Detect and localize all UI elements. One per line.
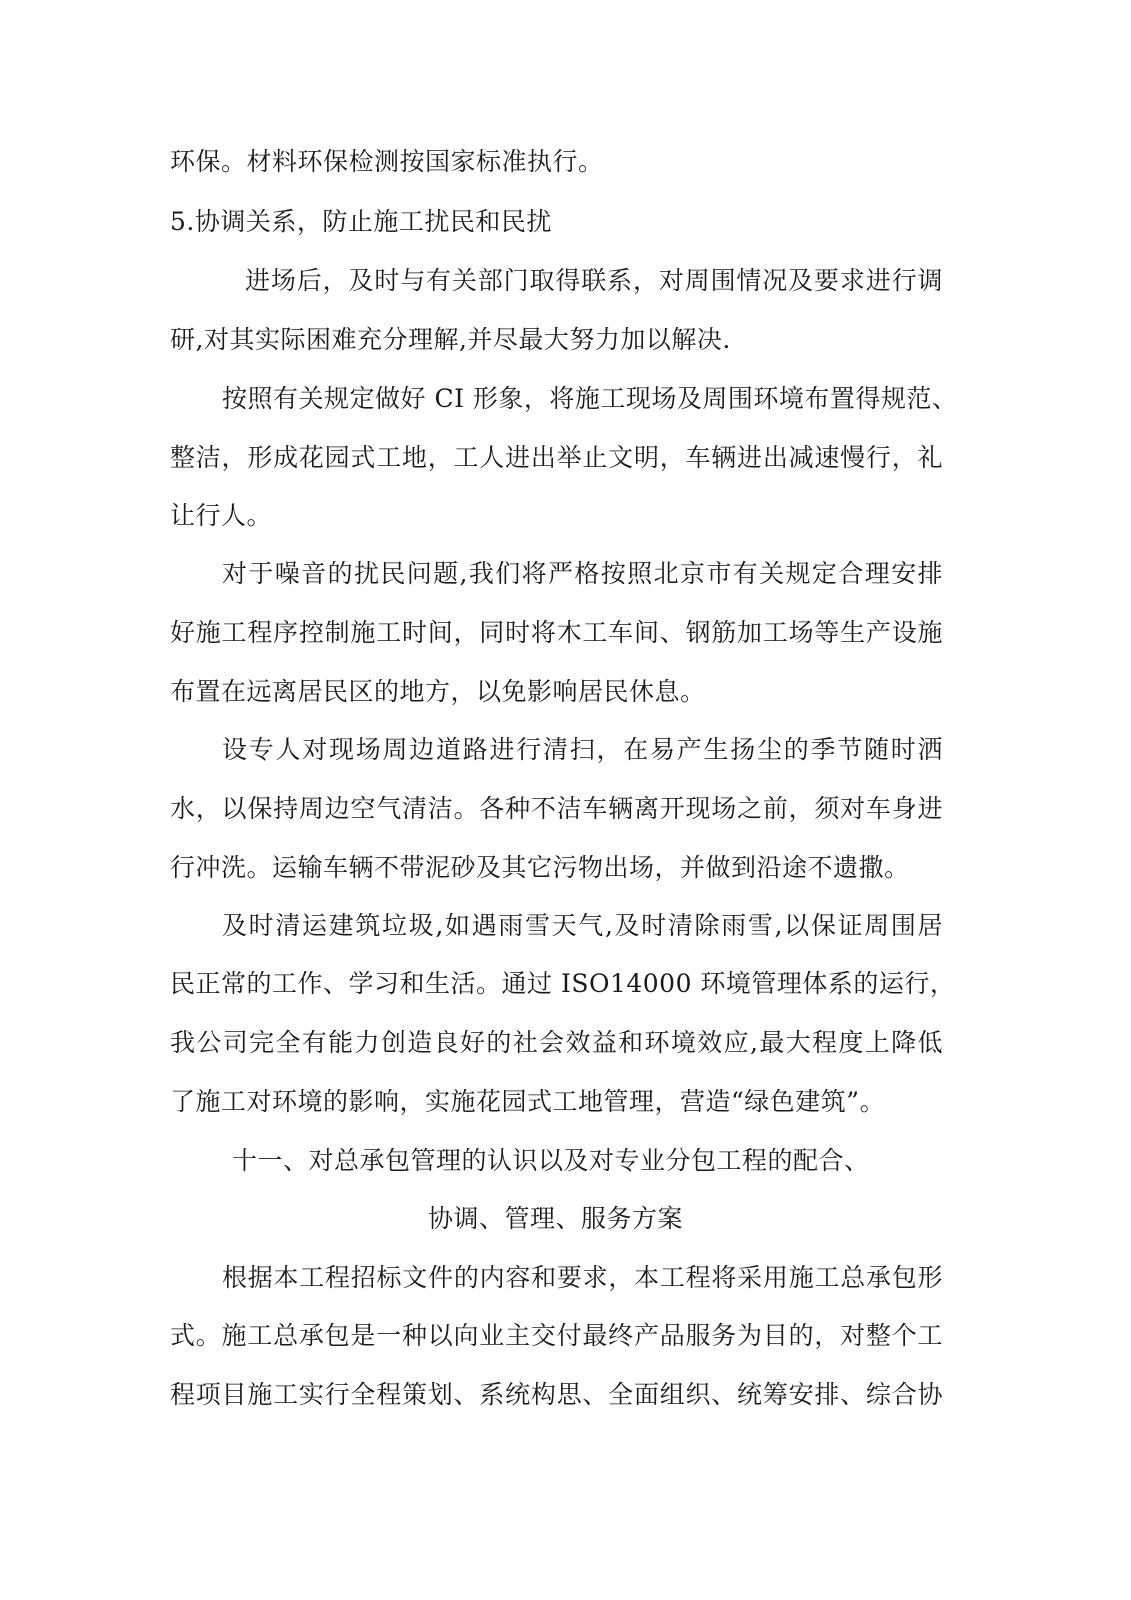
- text-line: 整洁，形成花园式工地，工人进出举止文明，车辆进出减速慢行，礼: [170, 443, 943, 472]
- text-line: 我公司完全有能力创造良好的社会效益和环境效应,最大程度上降低: [170, 1028, 943, 1057]
- text-line: 对于噪音的扰民问题,我们将严格按照北京市有关规定合理安排: [222, 559, 943, 588]
- chapter-heading-line-1: 十一、对总承包管理的认识以及对专业分包工程的配合、: [232, 1146, 870, 1175]
- text-line: 式。施工总承包是一种以向业主交付最终产品服务为目的，对整个工: [170, 1321, 943, 1350]
- text-line: 根据本工程招标文件的内容和要求，本工程将采用施工总承包形: [222, 1263, 943, 1292]
- text-line: 及时清运建筑垃圾,如遇雨雪天气,及时清除雨雪,以保证周围居: [222, 911, 943, 940]
- text-line: 设专人对现场周边道路进行清扫，在易产生扬尘的季节随时洒: [222, 735, 943, 764]
- text-line: 按照有关规定做好 CI 形象，将施工现场及周围环境布置得规范、: [222, 384, 958, 413]
- text-line: 环保。材料环保检测按国家标准执行。: [170, 147, 604, 176]
- text-line: 了施工对环境的影响，实施花园式工地管理，营造“绿色建筑”。: [170, 1087, 886, 1116]
- text-line: 研,对其实际困难充分理解,并尽最大努力加以解决.: [170, 325, 731, 354]
- chapter-heading-line-2: 协调、管理、服务方案: [428, 1204, 684, 1233]
- text-line: 程项目施工实行全程策划、系统构思、全面组织、统筹安排、综合协: [170, 1380, 943, 1409]
- text-line: 民正常的工作、学习和生活。通过 ISO14000 环境管理体系的运行，: [170, 969, 956, 998]
- text-line: 好施工程序控制施工时间，同时将木工车间、钢筋加工场等生产设施: [170, 618, 943, 647]
- text-line: 布置在远离居民区的地方，以免影响居民休息。: [170, 677, 706, 706]
- text-line: 行冲洗。运输车辆不带泥砂及其它污物出场，并做到沿途不遗撒。: [170, 853, 910, 882]
- text-line: 让行人。: [170, 501, 273, 530]
- text-line: 水，以保持周边空气清洁。各种不洁车辆离开现场之前，须对车身进: [170, 794, 943, 823]
- text-line: 进场后，及时与有关部门取得联系，对周围情况及要求进行调: [245, 266, 943, 295]
- section-heading: 5.协调关系，防止施工扰民和民扰: [170, 207, 552, 236]
